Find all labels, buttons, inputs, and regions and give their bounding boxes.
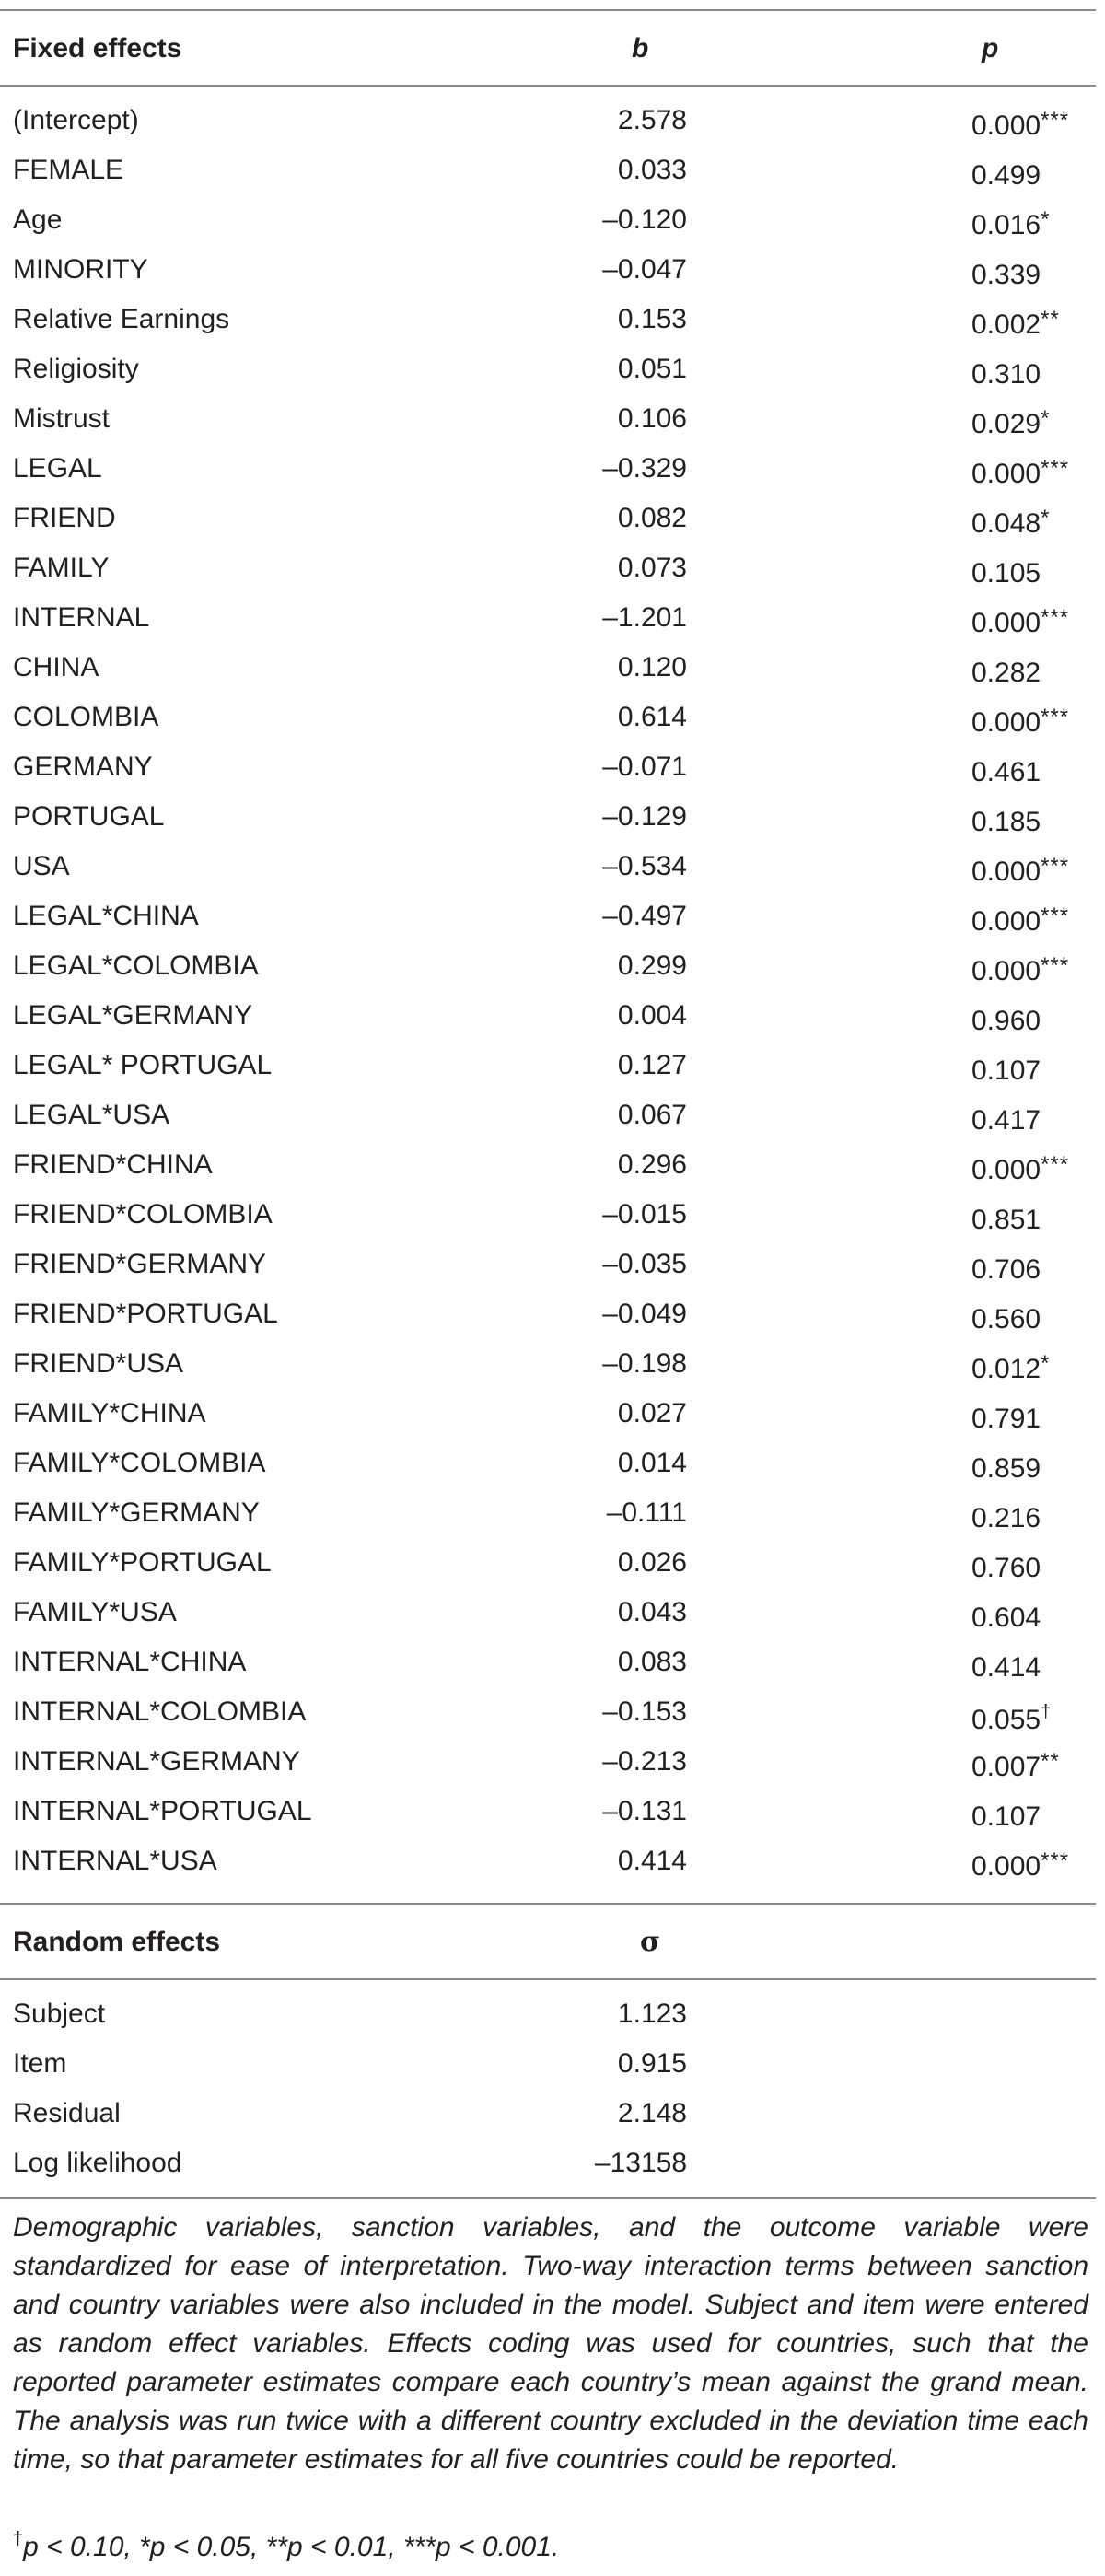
row-label: INTERNAL*COLOMBIA <box>13 1696 307 1727</box>
table-row <box>0 991 1096 1041</box>
sigma-value: 2.148 <box>617 2098 687 2128</box>
table-row <box>0 344 1096 394</box>
table-row <box>0 444 1096 494</box>
table-row <box>0 792 1096 842</box>
dagger-symbol: † <box>13 2529 24 2549</box>
table-row <box>0 1339 1096 1389</box>
random-effects-row <box>0 2139 1096 2188</box>
random-effects-row <box>0 2039 1096 2089</box>
p-value: 0.859 <box>971 1453 1041 1484</box>
significance-marker: *** <box>1041 605 1070 630</box>
significance-marker: *** <box>1041 705 1070 729</box>
row-label: FRIEND*COLOMBIA <box>13 1199 273 1230</box>
table-row <box>0 1389 1096 1439</box>
coefficient-value: –0.111 <box>606 1498 687 1528</box>
p-value: 0.000 <box>971 857 1041 887</box>
p-value-cell <box>971 1638 1041 1693</box>
row-label: PORTUGAL <box>13 801 165 832</box>
bottom-rule <box>0 2197 1096 2199</box>
coefficient-value: 0.106 <box>617 403 687 434</box>
table-row <box>0 1041 1096 1090</box>
table-row <box>0 394 1096 444</box>
coefficient-value: –0.153 <box>602 1696 687 1727</box>
p-value: 0.185 <box>971 807 1041 837</box>
table-row <box>0 842 1096 892</box>
p-value-cell <box>971 1389 1041 1444</box>
table-row <box>0 1488 1096 1538</box>
coefficient-value: –0.071 <box>602 752 687 782</box>
p-value-cell <box>971 991 1041 1046</box>
p-value-cell <box>971 693 1069 748</box>
coefficient-value: 0.051 <box>617 354 687 384</box>
p-value: 0.851 <box>971 1205 1041 1235</box>
coefficient-value: –0.131 <box>602 1796 687 1826</box>
table-row <box>0 1289 1096 1339</box>
p-value-cell <box>971 543 1041 599</box>
table-row <box>0 1588 1096 1638</box>
row-label: LEGAL*COLOMBIA <box>13 950 259 981</box>
table-row <box>0 892 1096 941</box>
significance-marker: * <box>1041 506 1051 530</box>
sigma-value: 1.123 <box>617 1999 687 2029</box>
p-value-cell <box>971 643 1041 698</box>
coefficient-value: 0.083 <box>617 1647 687 1677</box>
row-label: FRIEND*PORTUGAL <box>13 1299 278 1329</box>
significance-marker: *** <box>1041 854 1070 879</box>
coefficient-value: –0.198 <box>602 1348 687 1379</box>
p-value: 0.282 <box>971 658 1041 688</box>
coefficient-value: 0.614 <box>617 702 687 732</box>
random-effects-label: Random effects <box>13 1927 221 1957</box>
random-effects-header <box>0 1917 1096 1967</box>
row-label: Log likelihood <box>13 2148 182 2178</box>
sigma-value: 0.915 <box>617 2048 687 2079</box>
significance-marker: *** <box>1041 953 1070 978</box>
sigma-column-header: σ <box>640 1926 661 1958</box>
row-label: FRIEND*CHINA <box>13 1149 213 1180</box>
p-value-cell <box>971 195 1050 251</box>
p-value: 0.000 <box>971 459 1041 489</box>
p-value-cell <box>971 842 1069 897</box>
row-label: FAMILY*GERMANY <box>13 1498 260 1528</box>
p-value: 0.414 <box>971 1652 1041 1683</box>
p-value-cell <box>971 1190 1041 1245</box>
table-row <box>0 1090 1096 1140</box>
p-value-cell <box>971 1090 1041 1146</box>
p-value-cell <box>971 1737 1060 1792</box>
p-value-cell <box>971 1041 1041 1096</box>
row-label: FRIEND*USA <box>13 1348 184 1379</box>
p-value: 0.560 <box>971 1304 1041 1335</box>
p-value: 0.216 <box>971 1503 1041 1533</box>
p-value: 0.706 <box>971 1254 1041 1285</box>
table-row <box>0 543 1096 593</box>
p-value-cell <box>971 146 1041 201</box>
table-row <box>0 96 1096 146</box>
row-label: Residual <box>13 2098 121 2128</box>
p-value-cell <box>971 892 1069 947</box>
row-label: Relative Earnings <box>13 304 230 334</box>
coefficient-value: –0.035 <box>602 1249 687 1279</box>
p-value: 0.760 <box>971 1553 1041 1583</box>
p-value-cell <box>971 1538 1041 1593</box>
table-row <box>0 1240 1096 1289</box>
row-label: LEGAL*CHINA <box>13 901 199 931</box>
table-row <box>0 941 1096 991</box>
significance-marker: *** <box>1041 1848 1070 1873</box>
p-value: 0.016 <box>971 210 1041 240</box>
p-column-header: p <box>982 33 999 64</box>
fixed-effects-label: Fixed effects <box>13 33 182 64</box>
row-label: LEGAL*USA <box>13 1100 170 1130</box>
p-value: 0.310 <box>971 359 1041 390</box>
row-label: LEGAL*GERMANY <box>13 1000 253 1031</box>
p-value: 0.002 <box>971 309 1041 340</box>
table-row <box>0 494 1096 543</box>
p-value: 0.000 <box>971 1851 1041 1882</box>
row-label: Subject <box>13 1999 106 2029</box>
p-value: 0.791 <box>971 1404 1041 1434</box>
p-value: 0.000 <box>971 956 1041 986</box>
p-value: 0.000 <box>971 608 1041 638</box>
p-value-cell <box>971 1140 1069 1195</box>
table-row <box>0 1190 1096 1240</box>
coefficient-value: 0.296 <box>617 1149 687 1180</box>
row-label: FAMILY*CHINA <box>13 1398 206 1428</box>
p-value-cell <box>971 1488 1041 1544</box>
coefficient-value: 0.073 <box>617 553 687 583</box>
row-label: FAMILY <box>13 553 110 583</box>
row-label: CHINA <box>13 652 99 682</box>
coefficient-value: 0.014 <box>617 1448 687 1478</box>
p-value: 0.000 <box>971 906 1041 937</box>
random-header-rule <box>0 1978 1096 1980</box>
coefficient-value: 0.027 <box>617 1398 687 1428</box>
table-row <box>0 146 1096 195</box>
significance-marker: * <box>1041 207 1051 232</box>
row-label: USA <box>13 851 70 881</box>
row-label: FAMILY*PORTUGAL <box>13 1547 272 1578</box>
p-value-cell <box>971 494 1050 549</box>
row-label: MINORITY <box>13 254 148 285</box>
header-rule <box>0 85 1096 87</box>
p-value-cell <box>971 344 1041 400</box>
significance-text: p < 0.10, *p < 0.05, **p < 0.01, ***p < 0.001. <box>23 2532 560 2562</box>
row-label: FRIEND*GERMANY <box>13 1249 267 1279</box>
p-value: 0.029 <box>971 409 1041 439</box>
table-row <box>0 693 1096 742</box>
table-row <box>0 245 1096 295</box>
coefficient-value: 0.414 <box>617 1846 687 1876</box>
table-row <box>0 1439 1096 1488</box>
significance-marker: ** <box>1041 307 1060 332</box>
p-value: 0.107 <box>971 1801 1041 1832</box>
coefficient-value: 0.067 <box>617 1100 687 1130</box>
p-value: 0.461 <box>971 757 1041 787</box>
sigma-value: –13158 <box>594 2148 687 2178</box>
p-value: 0.055 <box>971 1705 1041 1735</box>
p-value-cell <box>971 1787 1041 1842</box>
p-value-cell <box>971 96 1069 151</box>
top-rule <box>0 9 1096 11</box>
row-label: FAMILY*USA <box>13 1597 177 1627</box>
row-label: INTERNAL <box>13 602 150 633</box>
table-row <box>0 195 1096 245</box>
row-label: INTERNAL*GERMANY <box>13 1746 300 1777</box>
significance-legend <box>13 2520 559 2567</box>
fixed-section-rule <box>0 1903 1096 1905</box>
p-value-cell <box>971 941 1069 997</box>
row-label: LEGAL* PORTUGAL <box>13 1050 273 1080</box>
coefficient-value: 0.033 <box>617 155 687 185</box>
p-value: 0.000 <box>971 1155 1041 1185</box>
coefficient-value: –0.049 <box>602 1299 687 1329</box>
significance-marker: *** <box>1041 456 1070 481</box>
table-row <box>0 742 1096 792</box>
table-row <box>0 1687 1096 1737</box>
p-value: 0.107 <box>971 1055 1041 1086</box>
table-row <box>0 593 1096 643</box>
significance-marker: *** <box>1041 108 1070 133</box>
coefficient-value: –0.329 <box>602 453 687 484</box>
row-label: FEMALE <box>13 155 124 185</box>
coefficient-value: –1.201 <box>602 602 687 633</box>
row-label: Item <box>13 2048 67 2079</box>
p-value: 0.499 <box>971 160 1041 191</box>
coefficient-value: 0.153 <box>617 304 687 334</box>
table-row <box>0 1737 1096 1787</box>
p-value: 0.007 <box>971 1752 1041 1782</box>
significance-marker: * <box>1041 406 1051 431</box>
table-row <box>0 1638 1096 1687</box>
p-value-cell <box>971 1339 1050 1394</box>
random-effects-row <box>0 1989 1096 2039</box>
significance-marker: ** <box>1041 1749 1060 1774</box>
p-value-cell <box>971 394 1050 449</box>
row-label: INTERNAL*PORTUGAL <box>13 1796 312 1826</box>
p-value: 0.012 <box>971 1354 1041 1384</box>
p-value: 0.604 <box>971 1603 1041 1633</box>
row-label: INTERNAL*CHINA <box>13 1647 247 1677</box>
row-label: LEGAL <box>13 453 102 484</box>
coefficient-value: –0.015 <box>602 1199 687 1230</box>
row-label: COLOMBIA <box>13 702 159 732</box>
coefficient-value: –0.047 <box>602 254 687 285</box>
random-effects-row <box>0 2089 1096 2139</box>
p-value-cell <box>971 245 1041 300</box>
coefficient-value: –0.497 <box>602 901 687 931</box>
coefficient-value: –0.213 <box>602 1746 687 1777</box>
table-row <box>0 1836 1096 1886</box>
table-row <box>0 1787 1096 1836</box>
p-value-cell <box>971 1240 1041 1295</box>
p-value: 0.960 <box>971 1006 1041 1036</box>
p-value-cell <box>971 593 1069 648</box>
coefficient-value: 0.026 <box>617 1547 687 1578</box>
table-row <box>0 643 1096 693</box>
p-value-cell <box>971 295 1060 350</box>
b-column-header: b <box>632 33 649 64</box>
p-value: 0.048 <box>971 508 1041 539</box>
significance-marker: † <box>1041 1702 1052 1722</box>
row-label: Age <box>13 204 63 235</box>
row-label: Mistrust <box>13 403 110 434</box>
coefficient-value: 0.120 <box>617 652 687 682</box>
p-value: 0.105 <box>971 558 1041 589</box>
row-label: GERMANY <box>13 752 153 782</box>
p-value-cell <box>971 792 1041 847</box>
p-value-cell <box>971 1588 1041 1643</box>
table-footnote: Demographic variables, sanction variables, and the outcome variable were standardized for ease of interpretation. Two-way interaction terms between sanction and country variables were also included in the model. Subject and item were entered as random effect variables. Effects coding was used for countries, such that the reported parameter estimates compare each country’s mean against the grand mean. The analysis was run twice with a different country excluded in the deviation time each time, so that parameter estimates for all five countries could be reported. <box>13 2212 1088 2475</box>
row-label: INTERNAL*USA <box>13 1846 217 1876</box>
significance-marker: * <box>1041 1351 1051 1376</box>
coefficient-value: 2.578 <box>617 105 687 135</box>
p-value-cell <box>971 1289 1041 1345</box>
fixed-effects-header <box>0 24 1096 74</box>
row-label: Religiosity <box>13 354 139 384</box>
significance-marker: *** <box>1041 903 1070 928</box>
p-value: 0.339 <box>971 260 1041 290</box>
coefficient-value: 0.127 <box>617 1050 687 1080</box>
p-value-cell <box>971 1439 1041 1494</box>
p-value: 0.000 <box>971 111 1041 141</box>
coefficient-value: –0.129 <box>602 801 687 832</box>
table-row <box>0 1140 1096 1190</box>
coefficient-value: 0.004 <box>617 1000 687 1031</box>
coefficient-value: 0.082 <box>617 503 687 533</box>
p-value-cell <box>971 742 1041 798</box>
row-label: (Intercept) <box>13 105 139 135</box>
p-value: 0.417 <box>971 1105 1041 1136</box>
row-label: FAMILY*COLOMBIA <box>13 1448 266 1478</box>
p-value: 0.000 <box>971 707 1041 738</box>
significance-marker: *** <box>1041 1152 1070 1177</box>
coefficient-value: 0.043 <box>617 1597 687 1627</box>
table-row <box>0 1538 1096 1588</box>
table-row <box>0 295 1096 344</box>
coefficient-value: –0.534 <box>602 851 687 881</box>
coefficient-value: 0.299 <box>617 950 687 981</box>
p-value-cell <box>971 1836 1069 1892</box>
coefficient-value: –0.120 <box>602 204 687 235</box>
row-label: FRIEND <box>13 503 116 533</box>
p-value-cell <box>971 444 1069 499</box>
